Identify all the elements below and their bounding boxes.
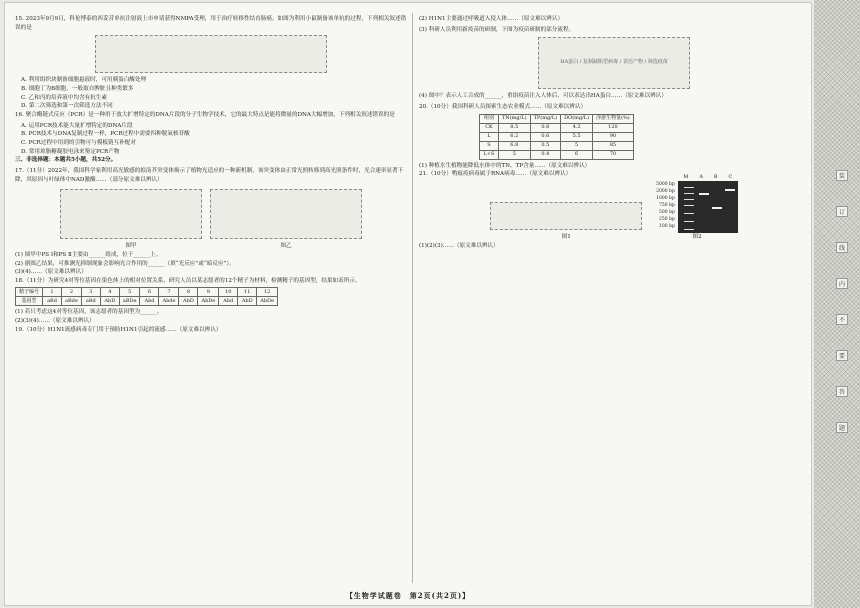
table-cell: Abd	[140, 297, 159, 306]
table-cell: AbD	[238, 297, 257, 306]
q17-sub-3: (3)(4)……（原文难以辨认）	[15, 269, 87, 276]
ladder-bands	[684, 187, 694, 188]
table-header-cell: 6	[140, 288, 159, 297]
table-cell: aBde	[62, 297, 82, 306]
table-cell: 0.8	[530, 123, 561, 132]
table-header-cell: 9	[198, 288, 219, 297]
table-header-cell: 5	[119, 288, 140, 297]
table-cell: S	[480, 141, 499, 150]
q15-option-d: D. 第二次筛选和第一次筛选方法不同	[21, 103, 113, 110]
figure-1-caption: 图1	[561, 233, 571, 240]
band-lane-c	[725, 189, 735, 191]
q17-figure-b	[210, 186, 362, 251]
q20-subquestions	[419, 162, 809, 171]
gel-lane-labels	[678, 174, 738, 182]
lane-label: A	[699, 173, 703, 180]
q15-figure	[95, 35, 327, 73]
table-cell: 基因型	[16, 297, 43, 306]
table-cell: CK	[480, 123, 499, 132]
q17-figures	[15, 186, 407, 251]
table-header-cell: 4	[100, 288, 119, 297]
figure-1-image	[490, 202, 642, 230]
table-cell: L+S	[480, 150, 499, 159]
binding-stamp-char: 内	[836, 278, 848, 289]
q21-subquestions	[419, 242, 809, 251]
table-header-cell: TN(mg/L)	[499, 114, 531, 123]
table-header-cell: 11	[238, 288, 257, 297]
q19-sub-3: (3) 科研人员利用新疫苗的研制，下图为疫苗研制的部分流程。	[419, 26, 575, 33]
q20-sub-1: (1) 种植水生植物能降低水体中的TN、TP含量……（原文难以辨认）	[419, 162, 591, 169]
q15-options	[15, 76, 407, 111]
exam-page	[4, 2, 812, 606]
table-cell: 0.5	[530, 141, 561, 150]
q20-table-body	[480, 123, 634, 159]
table-cell: AbD	[179, 297, 198, 306]
table-cell: 5	[499, 150, 531, 159]
lane-label: M	[683, 173, 689, 180]
q15-option-b: B. 细胞丁为B细胞，一般取自脾脏且种类繁多	[21, 85, 134, 92]
table-cell: 90	[593, 132, 634, 141]
left-column	[15, 15, 407, 581]
table-cell: 0.6	[530, 132, 561, 141]
binding-stamp-char: 装	[836, 170, 848, 181]
figure-b-caption: 图乙	[280, 243, 292, 250]
figure-2-caption: 图2	[692, 233, 702, 240]
table-header-cell: 2	[62, 288, 82, 297]
binding-stamp-char: 不	[836, 314, 848, 325]
table-row	[480, 132, 634, 141]
table-cell: AbD	[100, 297, 119, 306]
table-cell: 6.8	[499, 141, 531, 150]
q15-option-a: A. 利用组织块制备细胞悬液时，可用胰蛋白酶处理	[21, 77, 147, 84]
q16-option-b: B. PCR技术与DNA复制过程一样，PCR过程中需要四种脱氧核苷酸	[21, 131, 190, 138]
table-cell: Abde	[159, 297, 179, 306]
ladder-label: 500 bp	[659, 209, 675, 215]
q16-option-a: A. 运用PCR技术能大量扩增特定的DNA片段	[21, 122, 133, 129]
question-17: 17.（11分）2022年，我国科学家利用高光敏感的拟南芥突变体揭示了植物光适应的一种新机制，该突变体由正常光照转移到高光照条件时，光合速率显著下降，其原因与叶绿体中NAD激酶……（部分原文难以辨认）	[15, 167, 404, 183]
table-cell: aBDe	[119, 297, 140, 306]
right-column	[419, 15, 809, 581]
table-header-cell: 精子编号	[16, 288, 43, 297]
table-cell: 85	[593, 141, 634, 150]
table-header-cell: 组别	[480, 114, 499, 123]
q18-table-row	[16, 297, 278, 306]
question-15: 15. 2023年9月9日，科伦博泰的西妥昔单抗注射液上市申请获得NMPA受理，用于治疗转移性结直肠癌。如图为利用小鼠制备该单抗的过程，下列相关叙述错误的是	[15, 16, 407, 31]
page-footer: 【生物学试题卷 第2页(共2页)】	[345, 591, 471, 600]
q19-continued: (2) H1N1主要通过呼吸道入侵人体……（原文难以辨认）	[419, 16, 564, 22]
table-cell: 70	[593, 150, 634, 159]
q17-subquestions	[15, 251, 407, 277]
table-header-cell: 1	[43, 288, 62, 297]
q16-option-d: D. 常用琼脂糖凝胶电泳来鉴定PCR产物	[21, 148, 120, 155]
q20-table	[479, 114, 634, 160]
ladder-label: 2000 bp	[656, 188, 675, 194]
figure-b-image	[210, 189, 362, 239]
table-header-cell: 3	[81, 288, 100, 297]
table-cell: aBd	[43, 297, 62, 306]
question-16: 16. 聚合酶链式反应（PCR）是一种用于放大扩增特定的DNA片段的分子生物学技术，它的最大特点是能将微量的DNA大幅增加。下列相关叙述错误的是	[15, 111, 395, 118]
q18-subquestions	[15, 308, 407, 325]
table-row	[480, 141, 634, 150]
q21-figure-1	[490, 199, 642, 242]
q18-table	[15, 287, 278, 306]
q21-figure-2	[656, 173, 738, 242]
table-header-cell: 10	[219, 288, 238, 297]
figure-a-image	[60, 189, 202, 239]
table-cell: 6	[561, 150, 593, 159]
table-cell: L	[480, 132, 499, 141]
figure-a-caption: 图甲	[125, 243, 137, 250]
table-row	[480, 123, 634, 132]
question-18: 18.（11分）为研究4对等位基因在染色体上的相对位置关系，研究人员以某志愿者的12个精子为材料，检测精子的基因型，结果如表所示。	[15, 277, 361, 284]
ladder-label: 250 bp	[659, 216, 675, 222]
question-20: 20.（10分）我国科研人员探索生态农业模式……（原文难以辨认）	[419, 103, 587, 110]
gel-background	[678, 173, 738, 233]
binding-stamp-char: 线	[836, 242, 848, 253]
q19-flow-figure	[538, 37, 690, 89]
table-header-cell: 7	[159, 288, 179, 297]
q17-figure-a	[60, 186, 202, 251]
q15-option-c: C. 乙和丙的培养液中均含有抗生素	[21, 94, 107, 101]
table-cell: 6.2	[499, 132, 531, 141]
q17-sub-2: (2) 据图乙结果，可推测光抑制现象会影响光合作用的______（填“光反应”或“暗反应”）。	[15, 260, 235, 267]
table-cell: AbDe	[198, 297, 219, 306]
table-cell: 0.4	[530, 150, 561, 159]
lane-label: C	[728, 173, 733, 180]
question-19: 19.（10分）H1N1流感病毒专门用于预防H1N1引起的流感……（原文难以辨认）	[15, 326, 222, 333]
section-heading: 三、非选择题：本题共5小题，共52分。	[15, 157, 117, 164]
table-header-cell: DO(mg/L)	[561, 114, 593, 123]
q18-sub-2: (2)(3)(4)……（原文难以辨认）	[15, 318, 95, 325]
ladder-label: 100 bp	[659, 223, 675, 229]
gel-image	[656, 173, 738, 233]
table-cell: 120	[593, 123, 634, 132]
q16-option-c: C. PCR过程中用到的引物可与模板链互补配对	[21, 139, 136, 146]
table-cell: 5	[561, 141, 593, 150]
lane-label: B	[713, 173, 718, 180]
table-header-cell: 8	[179, 288, 198, 297]
q18-sub-1: (1) 若只考虑这4对等位基因，该志愿者的基因型为______。	[15, 309, 163, 316]
band-lane-a	[699, 193, 709, 195]
table-header-cell: TP(mg/L)	[530, 114, 561, 123]
q18-table-header	[16, 288, 278, 297]
q20-table-header	[480, 114, 634, 123]
gel-ladder-labels	[656, 181, 675, 233]
q17-sub-1: (1) 图甲中PS Ⅰ和PS Ⅱ主要由______组成，位于______上。	[15, 251, 162, 258]
table-cell: Abd	[219, 297, 238, 306]
table-cell: 4.2	[561, 123, 593, 132]
binding-stamp-char: 答	[836, 386, 848, 397]
table-cell: 5.5	[561, 132, 593, 141]
table-header-cell: 浮游生物量(%)	[593, 114, 634, 123]
binding-stamp-char: 题	[836, 422, 848, 433]
binding-stamp-char: 要	[836, 350, 848, 361]
q19-sub-4: (4) 图中？表示人工合成的______，重组疫苗注入人体后，可以表达出HA蛋白……（原文难以辨认）	[419, 93, 667, 100]
table-cell: aBd	[81, 297, 100, 306]
q16-options	[15, 122, 407, 157]
ladder-label: 5000 bp	[656, 181, 675, 187]
ladder-label: 1000 bp	[656, 195, 675, 201]
binding-margin	[814, 0, 860, 608]
binding-stamp-char: 订	[836, 206, 848, 217]
q21-sub-1: (1)(2)(3)……（原文难以辨认）	[419, 242, 499, 249]
q19-figure-labels: HA蛋白 / 复制缺陷型病毒 / 表达产物 / 筛选疫苗	[560, 59, 668, 66]
table-cell: 8.5	[499, 123, 531, 132]
table-header-cell: 12	[257, 288, 278, 297]
column-divider	[412, 13, 413, 583]
table-cell: AbDe	[257, 297, 278, 306]
ladder-label: 750 bp	[659, 202, 675, 208]
band-lane-b	[712, 207, 722, 209]
table-row	[480, 150, 634, 159]
question-21: 21.（10分）鸭瘟疫病毒属于RNA病毒……（原文难以辨认）	[419, 171, 572, 178]
